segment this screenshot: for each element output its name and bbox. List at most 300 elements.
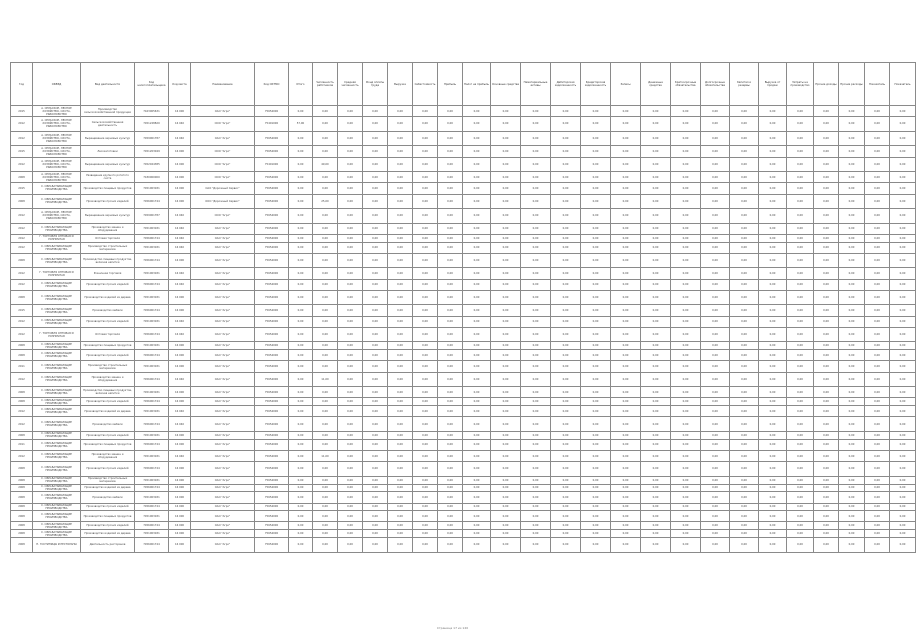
table-cell: 75654000 — [255, 450, 289, 461]
table-cell: 0,00 — [890, 503, 916, 511]
table-row — [11, 476, 916, 484]
table-cell: 75654000 — [255, 492, 289, 503]
table-cell: 0,00 — [890, 372, 916, 387]
table-cell-text: ОАО "Агро" — [191, 234, 255, 242]
table-cell-text: С. ОБРАБАТЫВАЮЩИЕ ПРОИЗВОДСТВА — [33, 387, 81, 398]
table-cell: 0,00 — [759, 361, 787, 372]
table-cell: 0,00 — [491, 106, 521, 117]
table-cell: 0,00 — [890, 209, 916, 224]
table-cell: 75654000 — [255, 327, 289, 342]
table-cell: 0,00 — [839, 372, 865, 387]
table-cell: 0,00 — [313, 305, 338, 316]
table-cell: 0,00 — [413, 406, 438, 417]
table-cell: 0,00 — [865, 484, 890, 492]
table-cell: 0,00 — [521, 406, 551, 417]
table-cell: 0,00 — [730, 172, 759, 183]
table-cell: 0,00 — [581, 522, 611, 530]
table-cell: 0,00 — [671, 223, 701, 234]
table-cell: 16 040 — [169, 242, 191, 253]
table-cell: 0,00 — [338, 253, 363, 268]
table-cell: 0,00 — [641, 305, 671, 316]
table-cell: 0,00 — [865, 253, 890, 268]
table-cell: 0,00 — [338, 146, 363, 157]
table-cell: 0,00 — [438, 242, 463, 253]
table-cell: 0,00 — [338, 462, 363, 477]
table-cell: 0,00 — [363, 431, 388, 439]
table-cell: 0,00 — [701, 234, 730, 242]
table-cell: 0,00 — [581, 530, 611, 538]
table-cell: 0,00 — [463, 503, 491, 511]
table-cell: 0,00 — [865, 511, 890, 522]
table-cell: 0,00 — [759, 183, 787, 194]
table-cell: 0,00 — [463, 406, 491, 417]
table-cell-text: ООО "Агро" — [191, 146, 255, 157]
table-cell: 0,00 — [671, 372, 701, 387]
table-cell: 0,00 — [551, 350, 581, 361]
table-cell-text: Производство пищевых продуктов — [81, 439, 135, 450]
table-cell: 0,00 — [438, 372, 463, 387]
table-cell: 0,00 — [463, 157, 491, 172]
table-cell: 0,00 — [701, 361, 730, 372]
table-cell: 0,00 — [890, 530, 916, 538]
table-cell: 0,00 — [551, 253, 581, 268]
table-cell: 0,00 — [865, 342, 890, 350]
table-cell-text: Производство прочих изделий — [81, 350, 135, 361]
table-cell: 0,00 — [671, 431, 701, 439]
table-cell-text: Производство мебели — [81, 492, 135, 503]
table-cell: 0,00 — [463, 209, 491, 224]
table-cell: 0,00 — [313, 417, 338, 432]
table-cell: 0,00 — [701, 157, 730, 172]
table-cell: 0,00 — [363, 398, 388, 406]
table-cell: 0,00 — [611, 279, 641, 290]
table-cell: 0,00 — [289, 476, 313, 484]
table-row — [11, 327, 916, 342]
column-header: Денежные средства — [641, 63, 671, 106]
table-cell: 0,00 — [581, 131, 611, 146]
table-cell-text: С. ОБРАБАТЫВАЮЩИЕ ПРОИЗВОДСТВА — [33, 194, 81, 209]
table-cell: 0,00 — [671, 209, 701, 224]
table-body — [11, 106, 916, 553]
column-header: Налог на прибыль — [463, 63, 491, 106]
table-cell: 0,00 — [730, 431, 759, 439]
table-cell: 0,00 — [521, 242, 551, 253]
table-cell: 0,00 — [438, 476, 463, 484]
table-cell: 16 000 — [169, 503, 191, 511]
table-cell: 0,00 — [463, 450, 491, 461]
table-cell: 0,00 — [363, 327, 388, 342]
table-cell: 0,00 — [413, 372, 438, 387]
table-cell: 0,00 — [839, 398, 865, 406]
table-cell: 0,00 — [581, 492, 611, 503]
table-cell: 0,00 — [730, 106, 759, 117]
table-cell: 0,00 — [521, 398, 551, 406]
table-cell: 0,00 — [787, 530, 814, 538]
table-row — [11, 372, 916, 387]
table-cell: 0,00 — [491, 172, 521, 183]
table-cell: 0,00 — [611, 316, 641, 327]
table-cell: 0,00 — [388, 157, 413, 172]
table-cell: 0,00 — [491, 538, 521, 553]
table-cell: 2008 — [11, 172, 33, 183]
table-cell: 0,00 — [521, 484, 551, 492]
table-cell: 0,00 — [759, 316, 787, 327]
table-cell: 0,00 — [438, 398, 463, 406]
table-cell: 0,00 — [463, 253, 491, 268]
table-cell: 0,00 — [730, 511, 759, 522]
table-cell: 16 040 — [169, 316, 191, 327]
table-cell: 0,00 — [313, 223, 338, 234]
table-cell: 0,00 — [463, 327, 491, 342]
table-cell: 0,00 — [839, 417, 865, 432]
table-cell: 0,00 — [890, 268, 916, 279]
table-cell: 0,00 — [438, 462, 463, 477]
table-cell: 75654000 — [255, 172, 289, 183]
table-cell: 0,00 — [671, 194, 701, 209]
table-cell: 0,00 — [890, 342, 916, 350]
table-cell: 0,00 — [611, 234, 641, 242]
table-cell: 0,00 — [730, 350, 759, 361]
table-cell: 0,00 — [521, 350, 551, 361]
table-cell: 2008 — [11, 522, 33, 530]
table-cell-text: С. ОБРАБАТЫВАЮЩИЕ ПРОИЗВОДСТВА — [33, 342, 81, 350]
table-cell: 0,00 — [641, 484, 671, 492]
table-cell: 0,00 — [491, 316, 521, 327]
table-cell: 0,00 — [759, 439, 787, 450]
table-cell: 0,00 — [890, 387, 916, 398]
table-cell: 0,00 — [730, 492, 759, 503]
table-cell: 0,00 — [581, 476, 611, 484]
table-cell: 0,00 — [701, 131, 730, 146]
table-row — [11, 511, 916, 522]
table-cell: 0,00 — [865, 387, 890, 398]
table-cell: 0,00 — [839, 327, 865, 342]
table-cell: 0,00 — [463, 268, 491, 279]
table-cell: 0,00 — [581, 372, 611, 387]
table-cell: 0,00 — [611, 417, 641, 432]
table-cell: 7456001744 — [135, 372, 169, 387]
table-cell: 0,00 — [641, 538, 671, 553]
table-cell: 16 000 — [169, 511, 191, 522]
table-cell: 0,00 — [701, 117, 730, 132]
table-cell: 0,00 — [641, 431, 671, 439]
table-cell: 0,00 — [641, 279, 671, 290]
table-cell: 0,00 — [289, 290, 313, 305]
table-cell: 2012 — [11, 157, 33, 172]
column-header: Затраты на производство — [787, 63, 814, 106]
table-cell: 0,00 — [839, 234, 865, 242]
table-cell: 0,00 — [413, 350, 438, 361]
table-cell-text: С. ОБРАБАТЫВАЮЩИЕ ПРОИЗВОДСТВА — [33, 476, 81, 484]
table-cell: 0,00 — [521, 279, 551, 290]
column-header: Год — [11, 63, 33, 106]
table-cell: 0,00 — [521, 387, 551, 398]
table-row — [11, 387, 916, 398]
table-cell: 2008 — [11, 476, 33, 484]
table-cell: 0,00 — [338, 372, 363, 387]
table-cell: 0,00 — [814, 476, 839, 484]
table-cell: 0,00 — [671, 279, 701, 290]
table-cell: 0,00 — [865, 503, 890, 511]
table-row — [11, 316, 916, 327]
table-cell: 0,00 — [839, 538, 865, 553]
table-cell: 0,00 — [759, 398, 787, 406]
table-cell: 0,00 — [388, 253, 413, 268]
table-cell: 0,00 — [491, 117, 521, 132]
table-cell: 0,00 — [551, 172, 581, 183]
table-cell: 7459001787 — [135, 131, 169, 146]
table-cell: 2008 — [11, 511, 33, 522]
table-cell: 0,00 — [839, 361, 865, 372]
table-cell-text: Производство прочих изделий — [81, 398, 135, 406]
table-cell: 0,00 — [463, 511, 491, 522]
table-cell: 0,00 — [388, 279, 413, 290]
table-cell: 0,00 — [388, 372, 413, 387]
table-cell: 0,00 — [839, 209, 865, 224]
table-cell: 75401000 — [255, 157, 289, 172]
table-cell: 0,00 — [551, 522, 581, 530]
table-cell: 0,00 — [865, 157, 890, 172]
table-cell: 0,00 — [839, 172, 865, 183]
table-cell-text: ООО "Агро" — [191, 209, 255, 224]
table-cell: 0,00 — [551, 157, 581, 172]
table-cell: 0,00 — [701, 106, 730, 117]
table-cell: 0,00 — [289, 316, 313, 327]
table-cell: 75654000 — [255, 305, 289, 316]
table-cell: 2015 — [11, 183, 33, 194]
table-cell: 0,00 — [865, 117, 890, 132]
table-cell: 0,00 — [438, 316, 463, 327]
table-cell: 0,00 — [641, 327, 671, 342]
table-cell: 0,00 — [839, 106, 865, 117]
table-cell: 0,00 — [491, 253, 521, 268]
table-cell: 0,00 — [521, 146, 551, 157]
table-cell: 7451003181 — [135, 183, 169, 194]
table-cell: 0,00 — [491, 361, 521, 372]
table-cell: 2015 — [11, 146, 33, 157]
table-cell: 0,00 — [611, 327, 641, 342]
table-cell: 0,00 — [521, 183, 551, 194]
table-cell: 0,00 — [551, 316, 581, 327]
table-cell-text: С. ОБРАБАТЫВАЮЩИЕ ПРОИЗВОДСТВА — [33, 290, 81, 305]
table-cell: 0,00 — [701, 342, 730, 350]
table-cell: 0,00 — [611, 253, 641, 268]
table-cell: 0,00 — [338, 327, 363, 342]
table-cell: 0,00 — [865, 209, 890, 224]
table-cell: 0,00 — [463, 234, 491, 242]
table-cell: 0,00 — [581, 242, 611, 253]
table-cell: 0,00 — [787, 538, 814, 553]
table-cell: 75654000 — [255, 387, 289, 398]
table-cell: 75654000 — [255, 279, 289, 290]
table-cell: 0,00 — [388, 406, 413, 417]
table-cell: 0,00 — [313, 350, 338, 361]
table-cell: 16 040 — [169, 117, 191, 132]
table-cell: 0,00 — [413, 522, 438, 530]
table-cell: 0,00 — [289, 450, 313, 461]
table-cell: 0,00 — [463, 484, 491, 492]
table-cell: 0,00 — [313, 398, 338, 406]
table-cell: 7451003181 — [135, 450, 169, 461]
table-cell: 0,00 — [338, 406, 363, 417]
table-cell: 0,00 — [890, 522, 916, 530]
table-cell: 0,00 — [363, 530, 388, 538]
table-cell: 0,00 — [611, 503, 641, 511]
table-cell: 0,00 — [671, 253, 701, 268]
table-cell: 0,00 — [641, 194, 671, 209]
table-cell: 0,00 — [641, 476, 671, 484]
table-cell: 0,00 — [890, 476, 916, 484]
table-cell: 7456001744 — [135, 305, 169, 316]
table-cell: 0,00 — [551, 538, 581, 553]
table-cell: 0,00 — [388, 194, 413, 209]
table-cell: 0,00 — [438, 172, 463, 183]
table-cell: 0,00 — [521, 439, 551, 450]
table-cell: 75654000 — [255, 268, 289, 279]
table-cell: 0,00 — [521, 223, 551, 234]
table-cell: 0,00 — [491, 268, 521, 279]
table-cell: 0,00 — [701, 538, 730, 553]
table-cell: 0,00 — [730, 503, 759, 511]
table-cell: 0,00 — [581, 431, 611, 439]
table-cell: 0,00 — [787, 234, 814, 242]
table-cell: 0,00 — [413, 387, 438, 398]
table-cell: 0,00 — [289, 305, 313, 316]
table-cell: 0,00 — [839, 279, 865, 290]
table-cell: 0,00 — [814, 503, 839, 511]
table-cell: 0,00 — [671, 146, 701, 157]
table-cell: 0,00 — [701, 476, 730, 484]
table-cell: 7456001744 — [135, 253, 169, 268]
table-row — [11, 417, 916, 432]
table-cell: 0,00 — [388, 361, 413, 372]
table-cell: 0,00 — [671, 350, 701, 361]
table-cell: 16 000 — [169, 538, 191, 553]
table-cell: 0,00 — [890, 117, 916, 132]
table-cell-text: Производство изделий из дерева — [81, 484, 135, 492]
table-cell: 0,00 — [759, 387, 787, 398]
table-cell: 16 040 — [169, 450, 191, 461]
table-cell: 0,00 — [839, 290, 865, 305]
table-cell: 11,00 — [313, 372, 338, 387]
table-cell: 7456001744 — [135, 350, 169, 361]
table-cell: 0,00 — [581, 106, 611, 117]
table-cell: 0,00 — [701, 316, 730, 327]
table-cell-text: Производство пищевых продуктов — [81, 342, 135, 350]
table-cell: 0,00 — [581, 327, 611, 342]
table-cell: 0,00 — [363, 439, 388, 450]
table-cell: 0,00 — [521, 503, 551, 511]
table-cell: 0,00 — [701, 194, 730, 209]
column-header: Показатель — [890, 63, 916, 106]
table-cell: 0,00 — [463, 172, 491, 183]
table-cell: 0,00 — [839, 183, 865, 194]
table-cell: 7456001744 — [135, 503, 169, 511]
table-cell: 0,00 — [313, 522, 338, 530]
table-cell: 0,00 — [865, 492, 890, 503]
table-cell: 0,00 — [581, 268, 611, 279]
table-cell-text: ООО "Дорожный Сервис" — [191, 194, 255, 209]
table-cell: 0,00 — [313, 503, 338, 511]
table-cell: 0,00 — [641, 387, 671, 398]
table-cell: 75654000 — [255, 194, 289, 209]
table-cell: 0,00 — [491, 450, 521, 461]
table-cell: 0,00 — [581, 253, 611, 268]
table-cell: 0,00 — [388, 234, 413, 242]
table-cell: 0,00 — [289, 503, 313, 511]
table-cell: 0,00 — [865, 131, 890, 146]
table-cell: 2015 — [11, 106, 33, 117]
table-cell: 0,00 — [521, 209, 551, 224]
table-cell: 0,00 — [787, 172, 814, 183]
table-cell: 7456001744 — [135, 484, 169, 492]
table-cell-text: ОАО "Агро" — [191, 372, 255, 387]
table-cell: 0,00 — [865, 279, 890, 290]
table-cell: 0,00 — [551, 387, 581, 398]
table-cell: 0,00 — [463, 361, 491, 372]
table-cell-text: ОАО "Агро" — [191, 406, 255, 417]
table-cell: 2012 — [11, 242, 33, 253]
table-cell: 75654000 — [255, 131, 289, 146]
table-cell: 0,00 — [289, 484, 313, 492]
table-cell: 0,00 — [730, 268, 759, 279]
table-cell: 0,00 — [338, 194, 363, 209]
table-cell: 0,00 — [890, 146, 916, 157]
table-cell-text: Выращивание зерновых культур — [81, 131, 135, 146]
table-cell: 0,00 — [671, 522, 701, 530]
table-cell: 0,00 — [313, 106, 338, 117]
table-cell: 0,00 — [814, 342, 839, 350]
table-cell: 0,00 — [730, 387, 759, 398]
table-cell: 0,00 — [363, 476, 388, 484]
table-cell: 0,00 — [814, 327, 839, 342]
table-cell: 0,00 — [521, 530, 551, 538]
table-cell: 0,00 — [730, 372, 759, 387]
table-cell: 0,00 — [814, 462, 839, 477]
table-cell: 0,00 — [839, 157, 865, 172]
table-cell: 0,00 — [865, 234, 890, 242]
table-cell: 0,00 — [611, 511, 641, 522]
table-cell: 0,00 — [521, 316, 551, 327]
table-cell-text: ОАО "Агро" — [191, 503, 255, 511]
table-cell: 0,00 — [839, 492, 865, 503]
table-cell: 0,00 — [463, 316, 491, 327]
table-cell: 16 040 — [169, 406, 191, 417]
table-cell-text: Производство прочих изделий — [81, 503, 135, 511]
table-cell: 0,00 — [641, 146, 671, 157]
table-cell: 0,00 — [865, 350, 890, 361]
table-cell: 0,00 — [814, 146, 839, 157]
table-cell: 0,00 — [787, 117, 814, 132]
table-cell: 0,00 — [611, 492, 641, 503]
table-cell: 7456001744 — [135, 439, 169, 450]
table-cell: 0,00 — [313, 268, 338, 279]
table-cell: 0,00 — [611, 387, 641, 398]
table-cell: 0,00 — [865, 172, 890, 183]
table-cell: 0,00 — [463, 492, 491, 503]
table-cell: 0,00 — [491, 522, 521, 530]
table-cell: 0,00 — [338, 398, 363, 406]
table-cell: 0,00 — [759, 279, 787, 290]
table-cell: 0,00 — [338, 290, 363, 305]
table-cell: 0,00 — [730, 316, 759, 327]
table-cell-text: С. ОБРАБАТЫВАЮЩИЕ ПРОИЗВОДСТВА — [33, 450, 81, 461]
table-cell: 16 000 — [169, 476, 191, 484]
table-cell: 0,00 — [521, 131, 551, 146]
table-cell: 75654000 — [255, 106, 289, 117]
table-cell: 0,00 — [388, 439, 413, 450]
table-cell: 0,00 — [463, 530, 491, 538]
